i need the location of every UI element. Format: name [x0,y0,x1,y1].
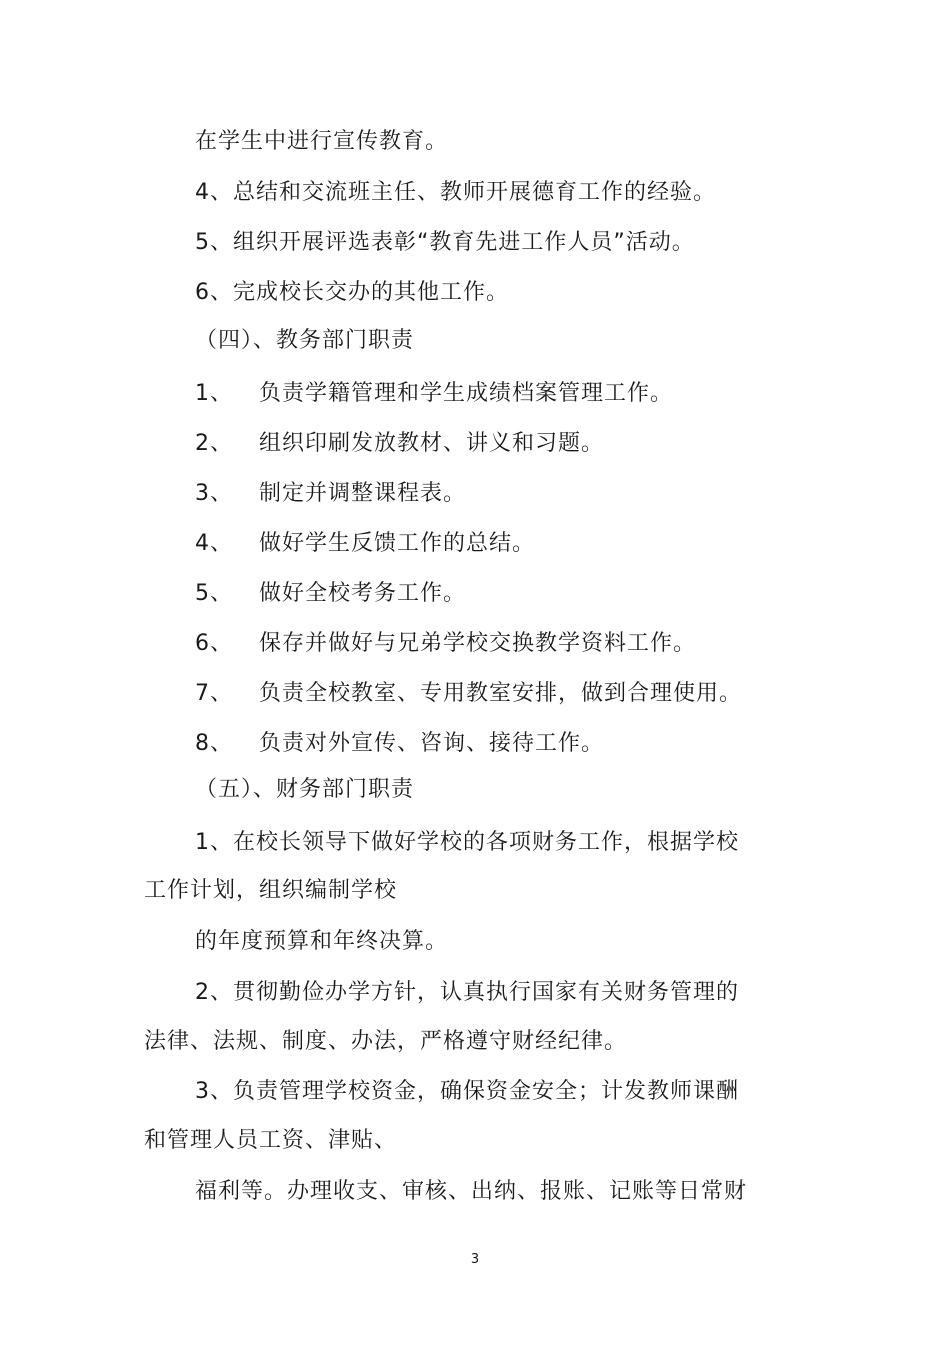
list-item-number: 8、 [195,731,233,756]
list-item-text: 保存并做好与兄弟学校交换教学资料工作。 [259,631,697,656]
paragraph-line: 福利等。办理收支、审核、出纳、报账、记账等日常财 [195,1179,748,1204]
paragraph-line: 4、总结和交流班主任、教师开展德育工作的经验。 [195,180,716,205]
page-number: 3 [470,1252,480,1267]
list-item-number: 2、 [195,431,233,456]
list-item [195,479,466,509]
list-item-text: 组织印刷发放教材、讲义和习题。 [259,431,605,456]
section-heading: （四）、教务部门职责 [195,328,415,353]
paragraph-line: 在学生中进行宣传教育。 [195,129,449,154]
paragraph-line: 法律、法规、制度、办法，严格遵守财经纪律。 [144,1029,628,1054]
section-heading: （五）、财务部门职责 [195,777,415,802]
list-item [195,729,604,759]
list-item-number: 4、 [195,531,233,556]
list-item-text: 负责对外宣传、咨询、接待工作。 [259,731,605,756]
list-item-text: 做好学生反馈工作的总结。 [259,531,536,556]
list-item-number: 7、 [195,681,233,706]
list-item-number: 6、 [195,631,233,656]
paragraph-line: 的年度预算和年终决算。 [195,929,449,954]
list-item [195,679,742,709]
list-item [195,429,604,459]
paragraph-line: 3、负责管理学校资金，确保资金安全；计发教师课酬 [195,1079,739,1104]
list-item [195,629,696,659]
paragraph-line: 工作计划，组织编制学校 [144,878,398,903]
list-item-number: 1、 [195,381,233,406]
list-item-text: 负责学籍管理和学生成绩档案管理工作。 [259,381,674,406]
paragraph-line: 和管理人员工资、津贴、 [144,1128,398,1153]
list-item-number: 5、 [195,581,233,606]
list-item [195,379,673,409]
list-item [195,579,466,609]
list-item-text: 做好全校考务工作。 [259,581,467,606]
list-item-number: 3、 [195,481,233,506]
paragraph-line: 1、在校长领导下做好学校的各项财务工作，根据学校 [195,830,739,855]
paragraph-line: 5、组织开展评选表彰“教育先进工作人员”活动。 [195,230,695,255]
list-item [195,529,535,559]
list-item-text: 制定并调整课程表。 [259,481,467,506]
paragraph-line: 6、完成校长交办的其他工作。 [195,280,509,305]
list-item-text: 负责全校教室、专用教室安排，做到合理使用。 [259,681,743,706]
paragraph-line: 2、贯彻勤俭办学方针，认真执行国家有关财务管理的 [195,980,739,1005]
